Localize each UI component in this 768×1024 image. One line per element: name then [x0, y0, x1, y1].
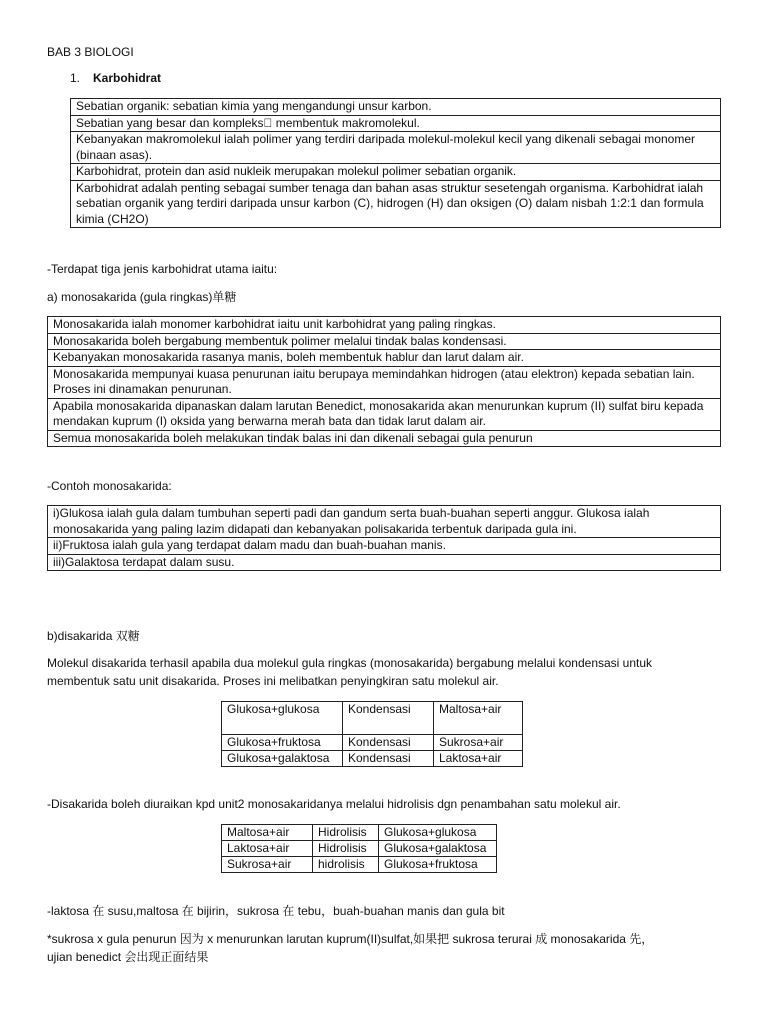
disakarida-heading: b)disakarida 双糖	[47, 629, 140, 643]
hidrolisis-cell: Glukosa+glukosa	[379, 825, 497, 841]
disakarida-paragraph-line: membentuk satu unit disakarida. Proses ini melibatkan penyingkiran satu molekul air.	[47, 674, 499, 688]
intro-row: Karbohidrat adalah penting sebagai sumber tenaga dan bahan asas struktur sesetengah organisma. Karbohidrat ialah sebatian organik yang terdiri daripada unsur karbon (C), hidrogen (H) dan oksigen (O) dalam nisbah 1:2:1 dan formula kimia (CH2O)	[71, 180, 721, 228]
mono-row: Monosakarida ialah monomer karbohidrat iaitu unit karbohidrat yang paling ringkas.	[48, 317, 721, 334]
contoh-heading: -Contoh monosakarida:	[47, 479, 172, 493]
hidrolisis-table	[221, 824, 497, 873]
kondensasi-cell: Glukosa+glukosa	[222, 702, 343, 735]
hidrolisis-cell: Hidrolisis	[313, 825, 379, 841]
section-title-text: Karbohidrat	[93, 71, 162, 85]
contoh-row: ii)Fruktosa ialah gula yang terdapat dalam madu dan buah-buahan manis.	[48, 538, 721, 555]
note-line: ujian benedict 会出现正面结果	[47, 950, 209, 964]
intro-row: Sebatian yang besar dan kompleks  membentuk makromolekul.	[71, 115, 721, 132]
kondensasi-cell: Kondensasi	[343, 702, 434, 735]
intro-table	[70, 98, 721, 228]
section-number: 1.	[70, 71, 81, 85]
mono-row: Kebanyakan monosakarida rasanya manis, boleh membentuk hablur dan larut dalam air.	[48, 350, 721, 367]
three-types-text: -Terdapat tiga jenis karbohidrat utama iaitu:	[47, 262, 278, 276]
hidrolisis-cell: Hidrolisis	[313, 841, 379, 857]
hidrolisis-text: -Disakarida boleh diuraikan kpd unit2 monosakaridanya melalui hidrolisis dgn penambahan satu molekul air.	[47, 797, 621, 811]
hidrolisis-cell: Maltosa+air	[222, 825, 313, 841]
kondensasi-cell: Kondensasi	[343, 735, 434, 751]
intro-row: Sebatian organik: sebatian kimia yang mengandungi unsur karbon.	[71, 99, 721, 116]
intro-row: Kebanyakan makromolekul ialah polimer yang terdiri daripada molekul-molekul kecil yang dikenali sebagai monomer (binaan asas).	[71, 132, 721, 164]
contoh-row: iii)Galaktosa terdapat dalam susu.	[48, 554, 721, 571]
kondensasi-cell: Maltosa+air	[434, 702, 523, 735]
hidrolisis-cell: Glukosa+fruktosa	[379, 857, 497, 873]
section-title	[93, 71, 161, 86]
contoh-row: i)Glukosa ialah gula dalam tumbuhan seperti padi dan gandum serta buah-buahan seperti anggur. Glukosa ialah monosakarida yang paling lazim didapati dan kebanyakan polisakarida terbentuk daripada gula ini.	[48, 506, 721, 538]
intro-row: Karbohidrat, protein dan asid nukleik merupakan molekul polimer sebatian organik.	[71, 164, 721, 181]
kondensasi-cell: Kondensasi	[343, 751, 434, 767]
hidrolisis-cell: hidrolisis	[313, 857, 379, 873]
mono-row: Semua monosakarida boleh melakukan tindak balas ini dan dikenali sebagai gula penurun	[48, 430, 721, 447]
hidrolisis-cell: Laktosa+air	[222, 841, 313, 857]
kondensasi-table	[221, 701, 523, 767]
sources-line: -laktosa 在 susu,maltosa 在 bijirin，sukrosa 在 tebu，buah-buahan manis dan gula bit	[47, 904, 505, 918]
disakarida-paragraph-line: Molekul disakarida terhasil apabila dua molekul gula ringkas (monosakarida) bergabung melalui kondensasi untuk	[47, 656, 653, 670]
hidrolisis-cell: Sukrosa+air	[222, 857, 313, 873]
kondensasi-cell: Sukrosa+air	[434, 735, 523, 751]
kondensasi-cell: Laktosa+air	[434, 751, 523, 767]
note-line: *sukrosa x gula penurun 因为 x menurunkan larutan kuprum(II)sulfat,如果把 sukrosa terurai 成 monosakarida 先，	[47, 932, 654, 946]
mono-row: Monosakarida boleh bergabung membentuk polimer melalui tindak balas kondensasi.	[48, 333, 721, 350]
mono-row: Apabila monosakarida dipanaskan dalam larutan Benedict, monosakarida akan menurunkan kuprum (II) sulfat biru kepada mendakan kuprum (I) oksida yang berwarna merah bata dan tidak larut dalam air.	[48, 398, 721, 430]
hidrolisis-cell: Glukosa+galaktosa	[379, 841, 497, 857]
monosakarida-table	[47, 316, 721, 447]
mono-row: Monosakarida mempunyai kuasa penurunan iaitu berupaya memindahkan hidrogen (atau elektron) kepada sebatian lain. Proses ini dinamakan penurunan.	[48, 366, 721, 398]
kondensasi-cell: Glukosa+galaktosa	[222, 751, 343, 767]
document-header: BAB 3 BIOLOGI	[47, 45, 134, 59]
kondensasi-cell: Glukosa+fruktosa	[222, 735, 343, 751]
contoh-table	[47, 505, 721, 571]
monosakarida-heading: a) monosakarida (gula ringkas)单糖	[47, 290, 237, 304]
